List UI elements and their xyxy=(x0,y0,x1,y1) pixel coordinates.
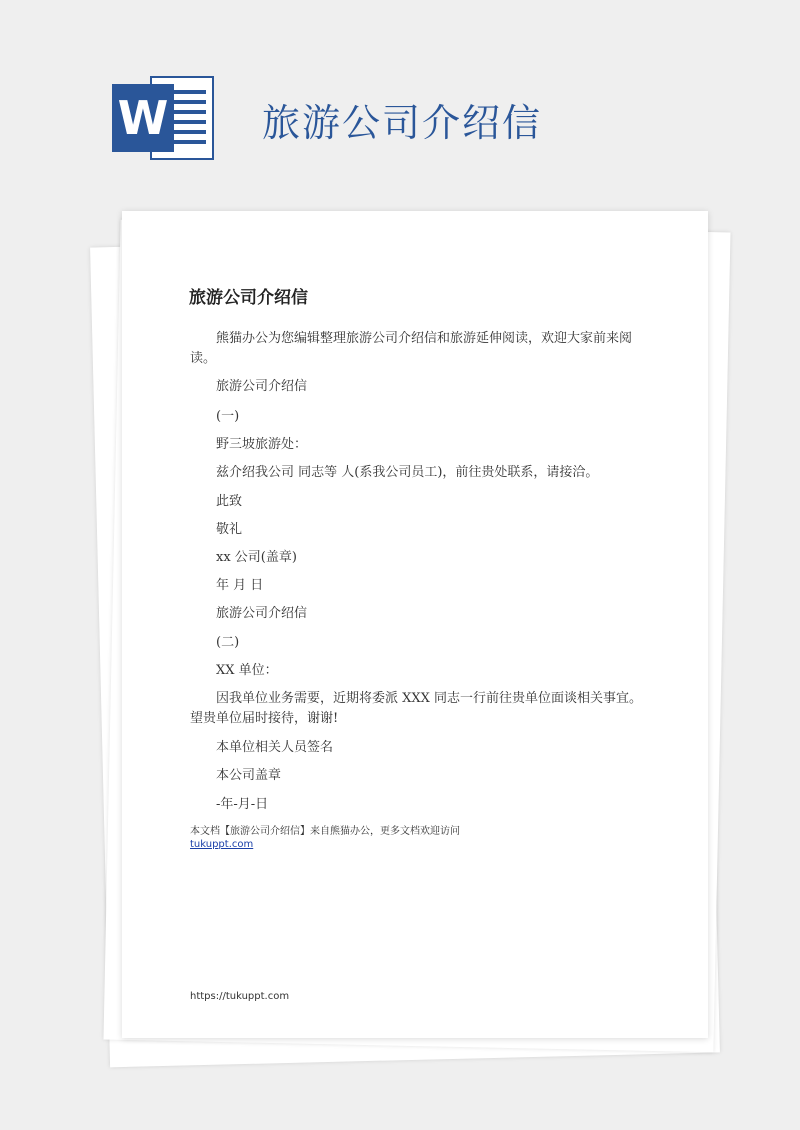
page-url: https://tukuppt.com xyxy=(190,991,290,1002)
section-heading: 旅游公司介绍信 xyxy=(216,379,308,394)
body-line: 兹介绍我公司 同志等 人(系我公司员工)，前往贵处联系，请接洽。 xyxy=(216,465,599,480)
word-icon-letter: W xyxy=(112,84,174,152)
company-seal: xx 公司(盖章) xyxy=(216,550,297,565)
header-title: 旅游公司介绍信 xyxy=(262,101,543,145)
word-icon xyxy=(112,76,214,160)
salutation: 敬礼 xyxy=(216,522,243,537)
salutation: 此致 xyxy=(216,494,243,509)
header xyxy=(0,0,800,200)
section-number: (一) xyxy=(216,409,240,424)
closing-line: -年-月-日 xyxy=(216,797,269,812)
closing-line: 本单位相关人员签名 xyxy=(216,740,334,755)
closing-line: 本公司盖章 xyxy=(216,768,282,783)
recipient: XX 单位： xyxy=(216,663,278,678)
body-paragraph: 因我单位业务需要，近期将委派 XXX 同志一行前往贵单位面谈相关事宜。望贵单位届时接待，谢谢! xyxy=(190,691,643,726)
footer-link[interactable]: tukuppt.com xyxy=(190,839,254,850)
date-line: 年 月 日 xyxy=(216,578,264,593)
document-title: 旅游公司介绍信 xyxy=(189,288,308,308)
section-number: (二) xyxy=(216,635,240,650)
recipient: 野三坡旅游处： xyxy=(216,437,308,452)
intro-paragraph: 熊猫办公为您编辑整理旅游公司介绍信和旅游延伸阅读，欢迎大家前来阅读。 xyxy=(190,331,633,366)
document-page xyxy=(122,211,708,1038)
section-heading: 旅游公司介绍信 xyxy=(216,606,308,621)
footer-note: 本文档【旅游公司介绍信】来自熊猫办公，更多文档欢迎访问 xyxy=(190,826,460,837)
